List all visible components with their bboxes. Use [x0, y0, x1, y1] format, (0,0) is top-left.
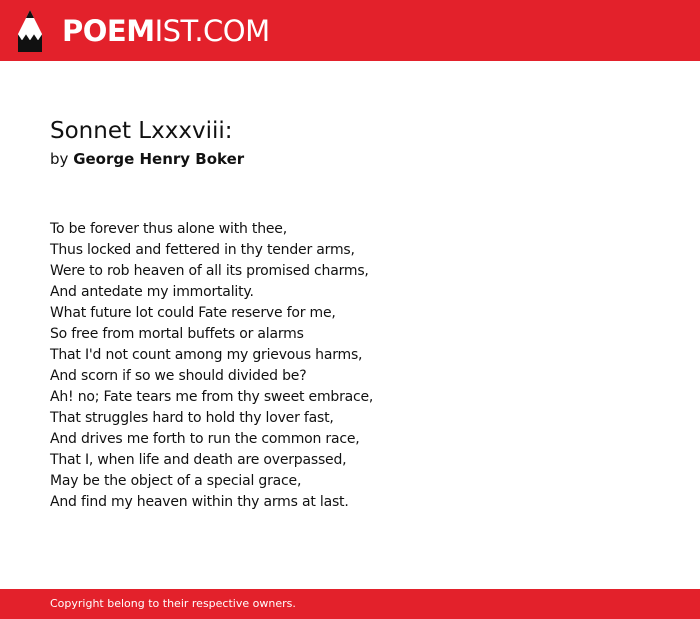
poem-line: To be forever thus alone with thee,	[50, 221, 287, 237]
poem-title: Sonnet Lxxxviii:	[50, 118, 233, 144]
poem-byline	[50, 149, 244, 169]
poem-author: George Henry Boker	[73, 150, 245, 168]
site-brand	[62, 12, 270, 50]
poem-line: That struggles hard to hold thy lover fast,	[50, 410, 334, 426]
site-header	[0, 0, 700, 61]
pencil-tip-icon	[18, 10, 42, 52]
poem-line: Thus locked and fettered in thy tender arms,	[50, 242, 355, 258]
poem-line: That I'd not count among my grievous harms,	[50, 347, 363, 363]
poem-body	[50, 219, 373, 513]
brand-light-text: IST.COM	[154, 14, 270, 48]
poem-line: What future lot could Fate reserve for me,	[50, 305, 336, 321]
poem-line: Were to rob heaven of all its promised charms,	[50, 263, 369, 279]
poem-line: And find my heaven within thy arms at last.	[50, 494, 349, 510]
poem-line: So free from mortal buffets or alarms	[50, 326, 304, 342]
poem-line: And scorn if so we should divided be?	[50, 368, 307, 384]
site-footer	[0, 589, 700, 619]
poem-line: That I, when life and death are overpassed,	[50, 452, 347, 468]
copyright-notice: Copyright belong to their respective owners.	[50, 597, 296, 610]
poem-line: And antedate my immortality.	[50, 284, 254, 300]
poem-line: Ah! no; Fate tears me from thy sweet embrace,	[50, 389, 374, 405]
brand-bold-text: POEM	[62, 14, 155, 48]
poem-line: And drives me forth to run the common race,	[50, 431, 360, 447]
by-label: by	[50, 150, 69, 168]
poem-line: May be the object of a special grace,	[50, 473, 302, 489]
